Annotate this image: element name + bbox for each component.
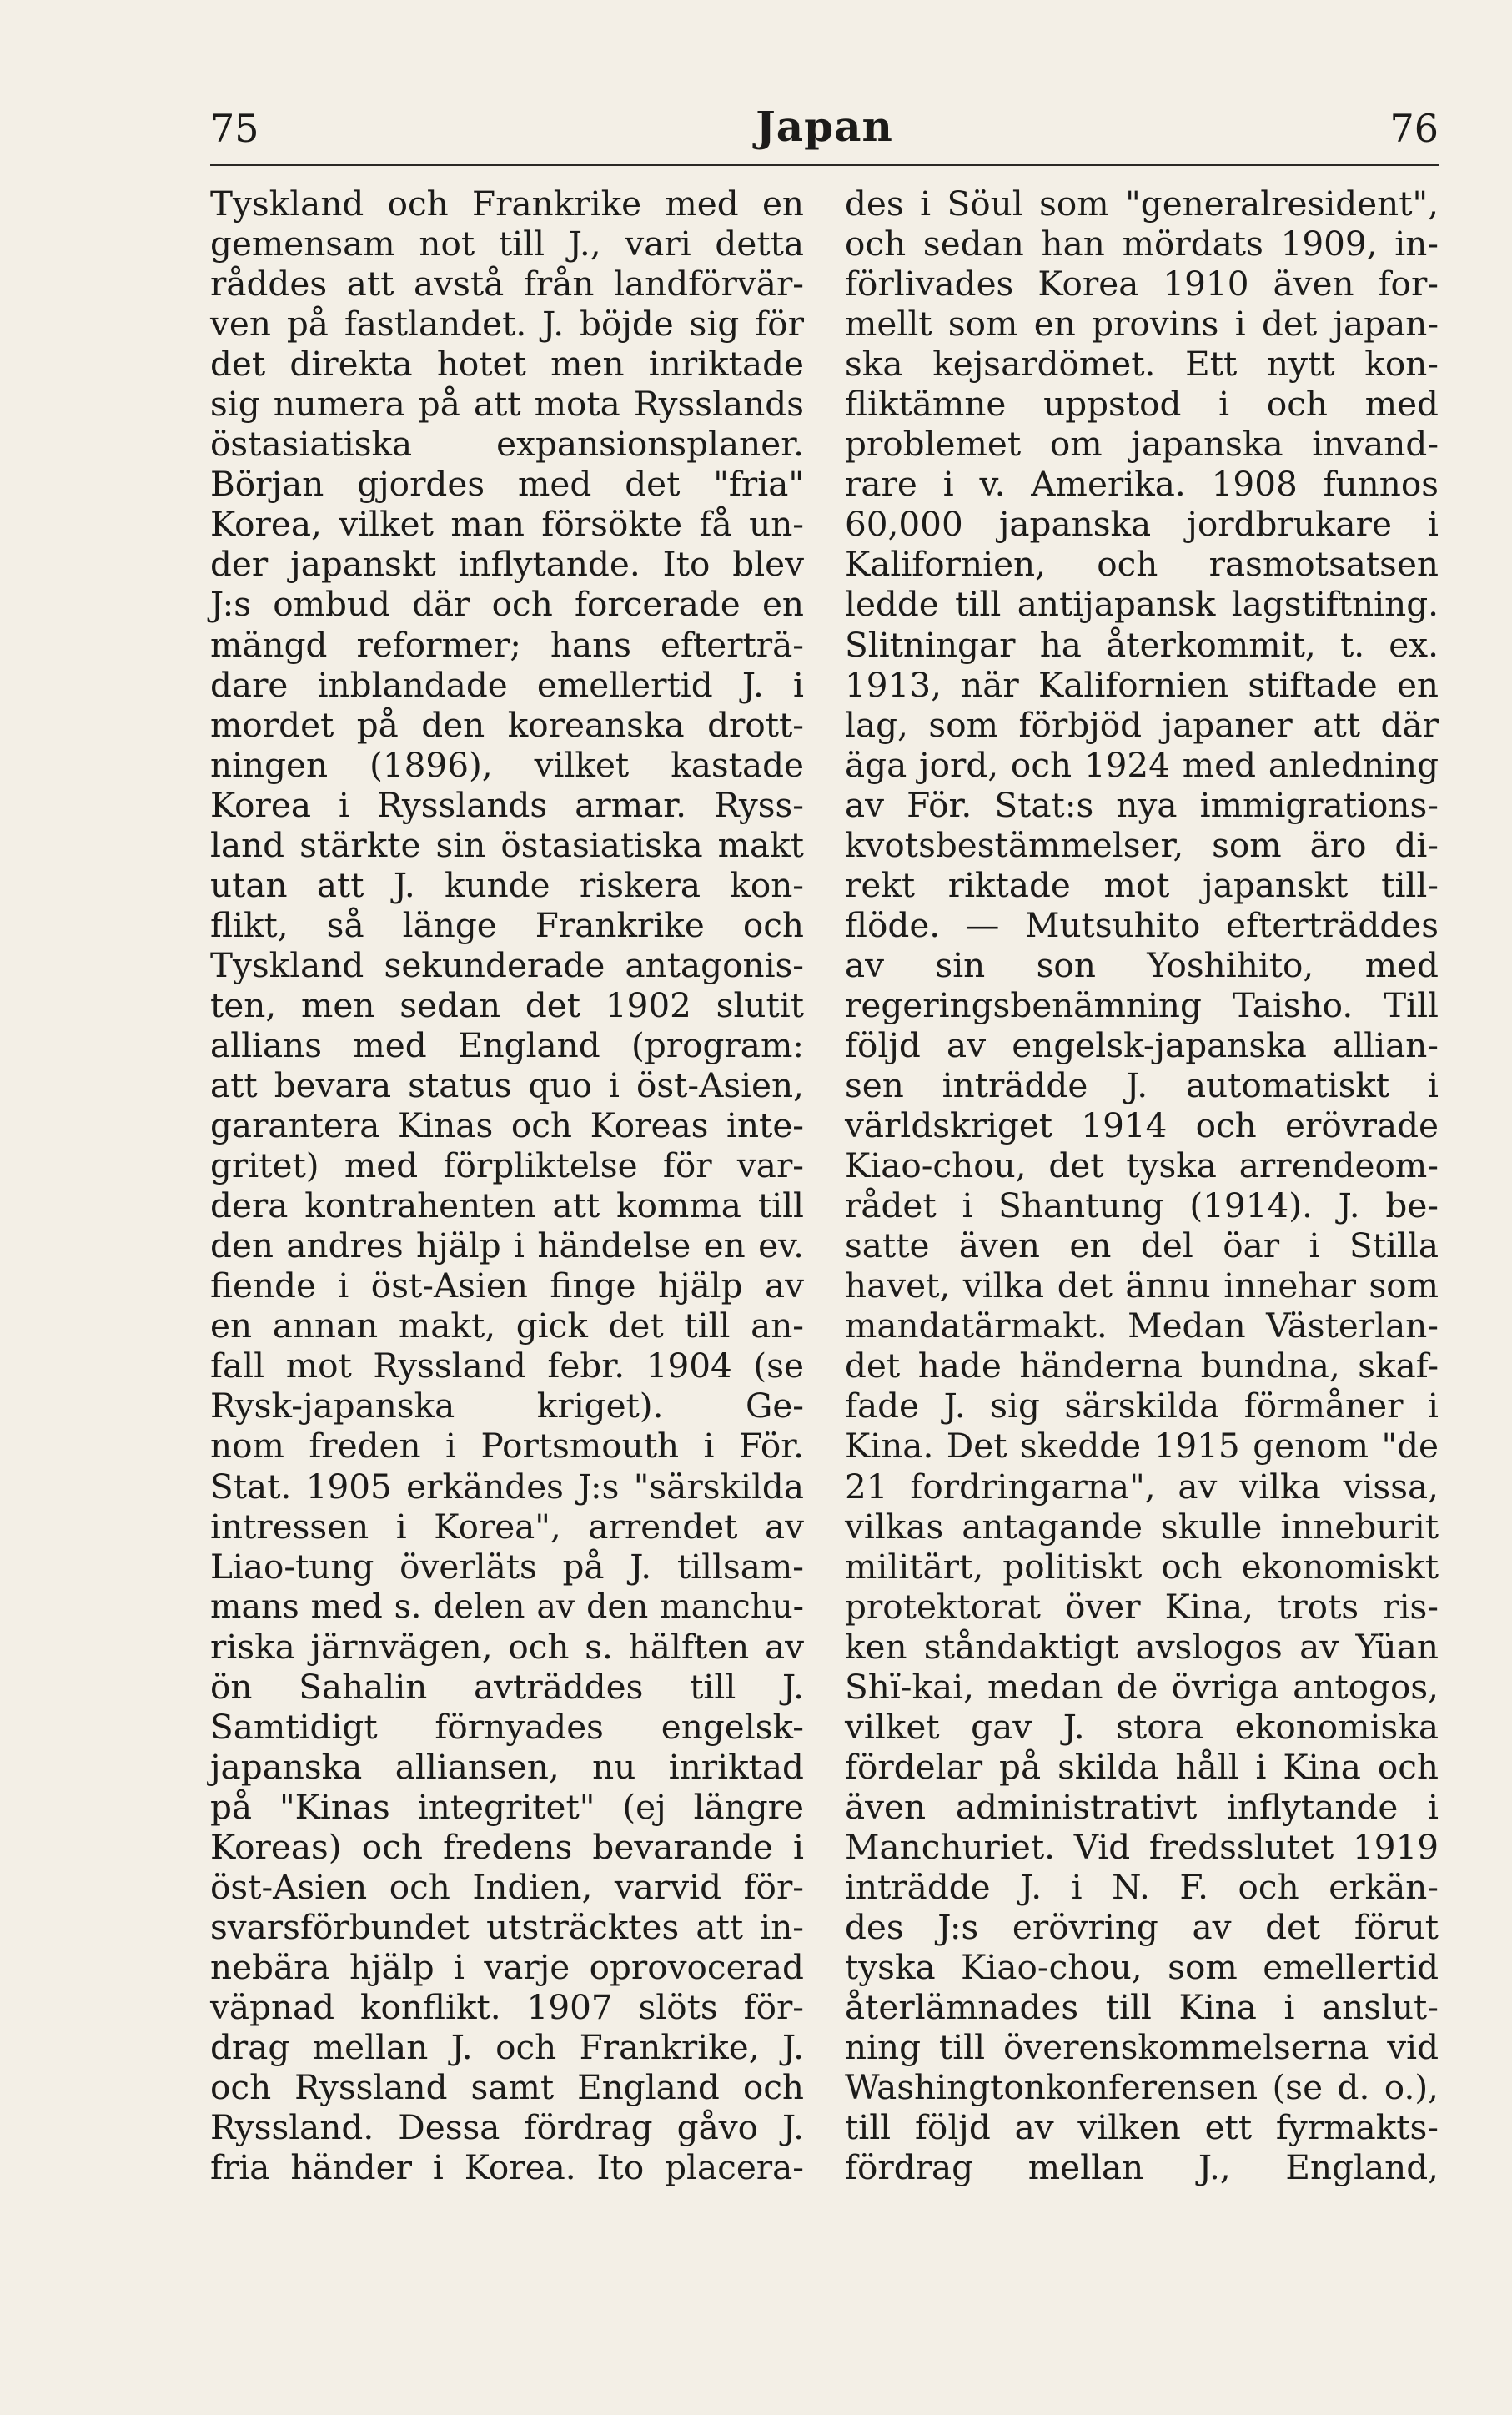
text-line: der japanskt inflytande. Ito blev bbox=[210, 544, 804, 585]
text-line: förlivades Korea 1910 även for- bbox=[845, 264, 1439, 304]
running-header bbox=[210, 98, 1439, 157]
text-line: ven på fastlandet. J. böjde sig för bbox=[210, 304, 804, 345]
header-rule bbox=[210, 164, 1439, 166]
text-line: Korea i Rysslands armar. Ryss- bbox=[210, 784, 804, 825]
text-line: Koreas) och fredens bevarande i bbox=[210, 1826, 804, 1867]
text-line: problemet om japanska invand- bbox=[845, 424, 1439, 465]
text-line: des J:s erövring av det förut bbox=[845, 1907, 1439, 1948]
text-line: riska järnvägen, och s. hälften av bbox=[210, 1626, 804, 1667]
text-line: av sin son Yoshihito, med bbox=[845, 944, 1439, 985]
text-line: fiende i öst-Asien finge hjälp av bbox=[210, 1265, 804, 1306]
text-line: mellt som en provins i det japan- bbox=[845, 304, 1439, 345]
text-line: nom freden i Portsmouth i För. bbox=[210, 1426, 804, 1467]
text-line: satte även en del öar i Stilla bbox=[845, 1225, 1439, 1266]
text-line: kvotsbestämmelser, som äro di- bbox=[845, 824, 1439, 865]
text-line: tyska Kiao-chou, som emellertid bbox=[845, 1947, 1439, 1988]
text-line: utan att J. kunde riskera kon- bbox=[210, 864, 804, 905]
text-line: Manchuriet. Vid fredsslutet 1919 bbox=[845, 1826, 1439, 1867]
text-line: fall mot Ryssland febr. 1904 (se bbox=[210, 1346, 804, 1386]
text-line: allians med England (program: bbox=[210, 1024, 804, 1065]
text-line: fria händer i Korea. Ito placera- bbox=[210, 2147, 804, 2188]
text-line: en annan makt, gick det till an- bbox=[210, 1306, 804, 1346]
text-column-right bbox=[845, 184, 1439, 2187]
text-line: Washingtonkonferensen (se d. o.), bbox=[845, 2067, 1439, 2108]
page-title: Japan bbox=[756, 102, 893, 151]
text-line: mordet på den koreanska drott- bbox=[210, 704, 804, 745]
text-line: till följd av vilken ett fyrmakts- bbox=[845, 2107, 1439, 2148]
text-line: nebära hjälp i varje oprovocerad bbox=[210, 1947, 804, 1988]
text-line: mängd reformer; hans efterträ- bbox=[210, 624, 804, 665]
text-line: mandatärmakt. Medan Västerlan- bbox=[845, 1306, 1439, 1346]
text-line: inträdde J. i N. F. och erkän- bbox=[845, 1866, 1439, 1907]
text-line: och sedan han mördats 1909, in- bbox=[845, 224, 1439, 264]
text-line: råddes att avstå från landförvär- bbox=[210, 264, 804, 304]
text-line: regeringsbenämning Taisho. Till bbox=[845, 984, 1439, 1025]
text-line: sig numera på att mota Rysslands bbox=[210, 384, 804, 425]
text-line: sen inträdde J. automatiskt i bbox=[845, 1065, 1439, 1106]
text-line: dare inblandade emellertid J. i bbox=[210, 664, 804, 705]
text-line: följd av engelsk-japanska allian- bbox=[845, 1024, 1439, 1065]
text-line: J:s ombud där och forcerade en bbox=[210, 584, 804, 625]
text-line: 21 fordringarna", av vilka vissa, bbox=[845, 1466, 1439, 1507]
text-line: 1913, när Kalifornien stiftade en bbox=[845, 664, 1439, 705]
text-line: återlämnades till Kina i anslut- bbox=[845, 1987, 1439, 2028]
text-line: land stärkte sin östasiatiska makt bbox=[210, 824, 804, 865]
text-line: Rysk-japanska kriget). Ge- bbox=[210, 1386, 804, 1426]
text-line: des i Söul som "generalresident", bbox=[845, 184, 1439, 224]
text-line: Tyskland sekunderade antagonis- bbox=[210, 944, 804, 985]
text-line: även administrativt inflytande i bbox=[845, 1786, 1439, 1827]
text-line: ön Sahalin avträddes till J. bbox=[210, 1666, 804, 1707]
text-line: mans med s. delen av den manchu- bbox=[210, 1587, 804, 1626]
text-line: vilket gav J. stora ekonomiska bbox=[845, 1706, 1439, 1747]
text-line: ten, men sedan det 1902 slutit bbox=[210, 984, 804, 1025]
text-line: Tyskland och Frankrike med en bbox=[210, 184, 804, 224]
text-line: Början gjordes med det "fria" bbox=[210, 464, 804, 505]
text-line: av För. Stat:s nya immigrations- bbox=[845, 784, 1439, 825]
text-line: öst-Asien och Indien, varvid för- bbox=[210, 1866, 804, 1907]
page-number-left: 75 bbox=[210, 106, 259, 151]
text-line: 60,000 japanska jordbrukare i bbox=[845, 504, 1439, 545]
text-line: väpnad konflikt. 1907 slöts för- bbox=[210, 1987, 804, 2028]
text-line: ningen (1896), vilket kastade bbox=[210, 744, 804, 785]
text-line: flöde. — Mutsuhito efterträddes bbox=[845, 904, 1439, 945]
text-line: svarsförbundet utsträcktes att in- bbox=[210, 1907, 804, 1948]
text-line: Liao-tung överläts på J. tillsam- bbox=[210, 1546, 804, 1587]
text-line: äga jord, och 1924 med anledning bbox=[845, 744, 1439, 785]
text-line: fliktämne uppstod i och med bbox=[845, 384, 1439, 425]
text-line: militärt, politiskt och ekonomiskt bbox=[845, 1546, 1439, 1587]
text-line: Stat. 1905 erkändes J:s "särskilda bbox=[210, 1466, 804, 1507]
text-line: världskriget 1914 och erövrade bbox=[845, 1105, 1439, 1146]
text-line: gritet) med förpliktelse för var- bbox=[210, 1145, 804, 1186]
text-line: drag mellan J. och Frankrike, J. bbox=[210, 2027, 804, 2068]
text-line: Kalifornien, och rasmotsatsen bbox=[845, 544, 1439, 585]
text-line: protektorat över Kina, trots ris- bbox=[845, 1586, 1439, 1627]
page-number-right: 76 bbox=[1389, 106, 1439, 151]
text-line: på "Kinas integritet" (ej längre bbox=[210, 1786, 804, 1827]
text-line: lag, som förbjöd japaner att där bbox=[845, 704, 1439, 745]
text-line: intressen i Korea", arrendet av bbox=[210, 1506, 804, 1547]
text-line: garantera Kinas och Koreas inte- bbox=[210, 1105, 804, 1146]
text-line: Kina. Det skedde 1915 genom "de bbox=[845, 1426, 1439, 1467]
text-line: Kiao-chou, det tyska arrendeom- bbox=[845, 1145, 1439, 1186]
text-line: havet, vilka det ännu innehar som bbox=[845, 1265, 1439, 1306]
text-line: ken ståndaktigt avslogos av Yüan bbox=[845, 1626, 1439, 1667]
text-line: rare i v. Amerika. 1908 funnos bbox=[845, 464, 1439, 505]
text-line: den andres hjälp i händelse en ev. bbox=[210, 1225, 804, 1266]
text-line: gemensam not till J., vari detta bbox=[210, 224, 804, 264]
text-column-left bbox=[210, 184, 804, 2187]
text-line: Ryssland. Dessa fördrag gåvo J. bbox=[210, 2107, 804, 2148]
text-line: Samtidigt förnyades engelsk- bbox=[210, 1706, 804, 1747]
text-line: rådet i Shantung (1914). J. be- bbox=[845, 1185, 1439, 1226]
text-line: dera kontrahenten att komma till bbox=[210, 1185, 804, 1226]
text-line: och Ryssland samt England och bbox=[210, 2067, 804, 2108]
text-line: fade J. sig särskilda förmåner i bbox=[845, 1386, 1439, 1426]
text-line: det hade händerna bundna, skaf- bbox=[845, 1346, 1439, 1386]
text-line: det direkta hotet men inriktade bbox=[210, 344, 804, 385]
text-line: japanska alliansen, nu inriktad bbox=[210, 1746, 804, 1787]
text-line: östasiatiska expansionsplaner. bbox=[210, 424, 804, 465]
text-line: ning till överenskommelserna vid bbox=[845, 2027, 1439, 2068]
text-line: Slitningar ha återkommit, t. ex. bbox=[845, 624, 1439, 665]
text-line: fördelar på skilda håll i Kina och bbox=[845, 1746, 1439, 1787]
text-line: rekt riktade mot japanskt till- bbox=[845, 864, 1439, 905]
text-line: att bevara status quo i öst-Asien, bbox=[210, 1065, 804, 1106]
text-line: flikt, så länge Frankrike och bbox=[210, 904, 804, 945]
text-line: fördrag mellan J., England, bbox=[845, 2147, 1439, 2188]
text-line: Korea, vilket man försökte få un- bbox=[210, 504, 804, 545]
text-line: ledde till antijapansk lagstiftning. bbox=[845, 584, 1439, 625]
text-line: vilkas antagande skulle inneburit bbox=[845, 1506, 1439, 1547]
text-line: ska kejsardömet. Ett nytt kon- bbox=[845, 344, 1439, 385]
text-line: Shï-kai, medan de övriga antogos, bbox=[845, 1666, 1439, 1707]
